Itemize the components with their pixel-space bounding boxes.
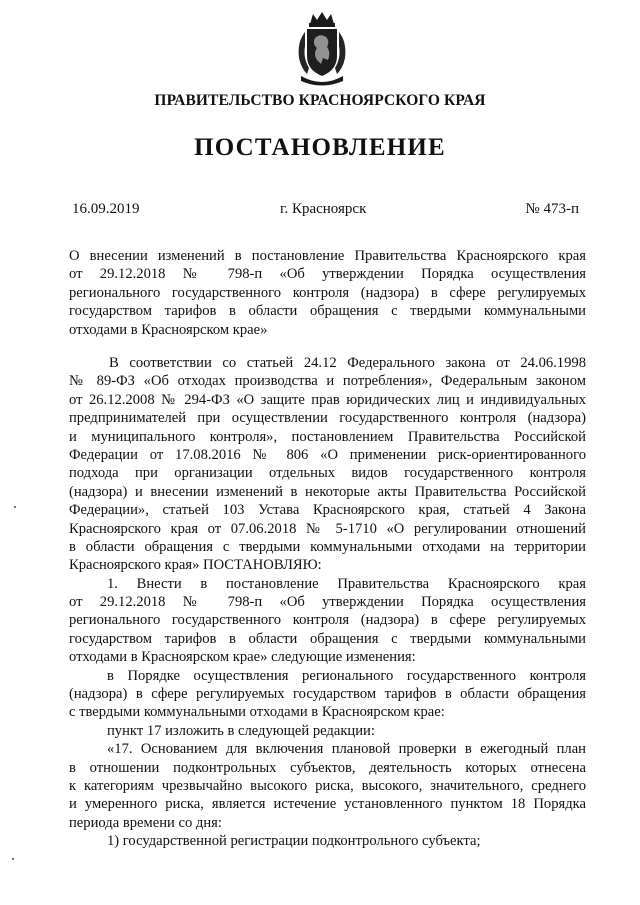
body-line: регионального государственного контроля (надзора) в сфере регулируемых bbox=[69, 612, 586, 629]
body-line: в отношении подконтрольных субъектов, деятельность которых отнесена bbox=[69, 759, 586, 776]
title-line: регионального государственного контроля (надзора) в сфере регулируемых bbox=[69, 284, 586, 301]
scan-speck bbox=[14, 506, 16, 508]
body-line: и муниципального контроля», постановлением Правительства Российской bbox=[69, 428, 586, 445]
body-line: в Порядке осуществления регионального государственного контроля bbox=[107, 667, 586, 684]
coat-of-arms-emblem bbox=[293, 10, 351, 88]
body-line: Красноярского края от 07.06.2018 № 5-1710 «О регулировании отношений bbox=[69, 520, 586, 537]
body-line: В соответствии со статьей 24.12 Федерального закона от 24.06.1998 bbox=[109, 355, 586, 371]
organization-name: ПРАВИТЕЛЬСТВО КРАСНОЯРСКОГО КРАЯ bbox=[154, 92, 486, 109]
body-line: периода времени со дня: bbox=[69, 814, 222, 831]
title-line: отходами в Красноярском крае» bbox=[69, 321, 268, 338]
title-line: от 29.12.2018 № 798-п «Об утверждении Порядка осуществления bbox=[69, 266, 586, 283]
scan-speck bbox=[12, 858, 14, 860]
title-line: государством тарифов в области обращения с твердыми коммунальными bbox=[69, 303, 586, 320]
body-line: пункт 17 изложить в следующей редакции: bbox=[107, 722, 375, 739]
body-line: отходами в Красноярском крае» следующие изменения: bbox=[69, 649, 416, 666]
body-line: в области обращения с твердыми коммунальными отходами на территории bbox=[69, 538, 586, 555]
body-line: Федерации», статьей 103 Устава Красноярского края, статьей 4 Закона bbox=[69, 502, 586, 519]
title-line: О внесении изменений в постановление Правительства Красноярского края bbox=[69, 248, 586, 264]
body-line: (надзора) и внесении изменений в некоторые акты Правительства Российской bbox=[69, 483, 586, 500]
body-line: 1. Внести в постановление Правительства Красноярского края bbox=[107, 575, 586, 592]
document-city: г. Красноярск bbox=[280, 201, 367, 217]
body-line: «17. Основанием для включения плановой проверки в ежегодный план bbox=[107, 741, 586, 758]
coat-of-arms-icon bbox=[293, 10, 351, 88]
body-line: от 26.12.2008 № 294-ФЗ «О защите прав юридических лиц и индивидуальных bbox=[69, 391, 586, 408]
document-date: 16.09.2019 bbox=[72, 201, 140, 217]
document-body bbox=[69, 354, 586, 851]
body-line: Федерации от 17.08.2016 № 806 «О применении риск-ориентированного bbox=[69, 446, 586, 463]
body-line: предпринимателей при осуществлении государственного контроля (надзора) bbox=[69, 410, 586, 427]
body-line: подхода при организации отдельных видов государственного контроля bbox=[69, 465, 586, 482]
body-line: (надзора) в сфере регулируемых государством тарифов в области обращения bbox=[69, 686, 586, 703]
body-line: от 29.12.2018 № 798-п «Об утверждении Порядка осуществления bbox=[69, 594, 586, 611]
body-line: и умеренного риска, является истечение установленного пунктом 18 Порядка bbox=[69, 796, 586, 813]
body-line: государством тарифов в области обращения с твердыми коммунальными bbox=[69, 630, 586, 647]
body-line: Красноярского края» ПОСТАНОВЛЯЮ: bbox=[69, 557, 322, 574]
body-line: 1) государственной регистрации подконтрольного субъекта; bbox=[107, 833, 481, 850]
body-line: № 89-ФЗ «Об отходах производства и потребления», Федеральным законом bbox=[69, 373, 586, 390]
document-title bbox=[69, 247, 586, 339]
document-type: ПОСТАНОВЛЕНИЕ bbox=[194, 134, 446, 161]
document-number: № 473-п bbox=[525, 201, 579, 217]
body-line: с твердыми коммунальными отходами в Красноярском крае: bbox=[69, 704, 445, 721]
body-line: к категориям чрезвычайно высокого риска, высокого, значительного, среднего bbox=[69, 777, 586, 794]
